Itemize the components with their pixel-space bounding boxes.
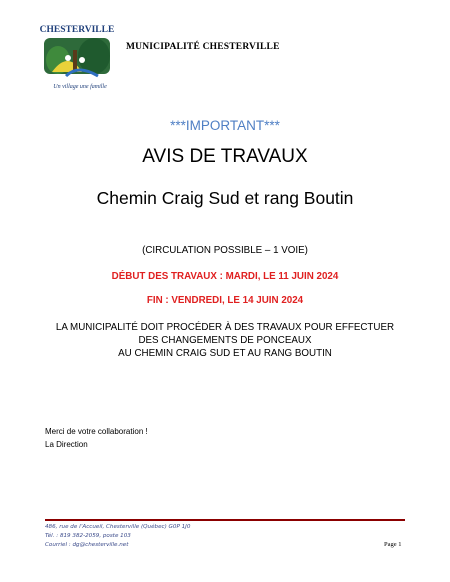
footer-phone: Tél. : 819 382-2059, poste 103 [45,533,131,539]
notice-body-line: DES CHANGEMENTS DE PONCEAUX [138,335,312,346]
organization-name: MUNICIPALITÉ CHESTERVILLE [126,42,280,52]
logo-text: CHESTERVILLE [39,25,115,35]
closing [45,425,148,451]
start-date: DÉBUT DES TRAVAUX : MARDI, LE 11 JUIN 2024 [111,271,339,282]
notice-body-line: AU CHEMIN CRAIG SUD ET AU RANG BOUTIN [118,348,332,359]
notice-title: AVIS DE TRAVAUX [142,146,308,167]
notice-body-line: LA MUNICIPALITÉ DOIT PROCÉDER À DES TRAVAUX POUR EFFECTUER [55,322,395,333]
page-number: Page 1 [384,541,402,548]
logo-slogan: Un village une famille [53,84,107,90]
signature: La Direction [45,440,88,449]
notice-body [0,321,450,360]
footer-email: Courriel : dg@chesterville.net [45,542,129,548]
thanks-text: Merci de votre collaboration ! [45,427,148,436]
notice-subtitle: Chemin Craig Sud et rang Boutin [96,188,354,208]
footer-divider [45,519,405,521]
municipality-logo [38,20,116,92]
end-date: FIN : VENDREDI, LE 14 JUIN 2024 [146,295,304,306]
important-label: ***IMPORTANT*** [170,118,280,133]
footer-address: 486, rue de l’Accueil, Chesterville (Québec) G0P 1J0 [45,524,191,530]
footer-contact [45,523,190,550]
circulation-note: (CIRCULATION POSSIBLE – 1 VOIE) [142,245,308,256]
